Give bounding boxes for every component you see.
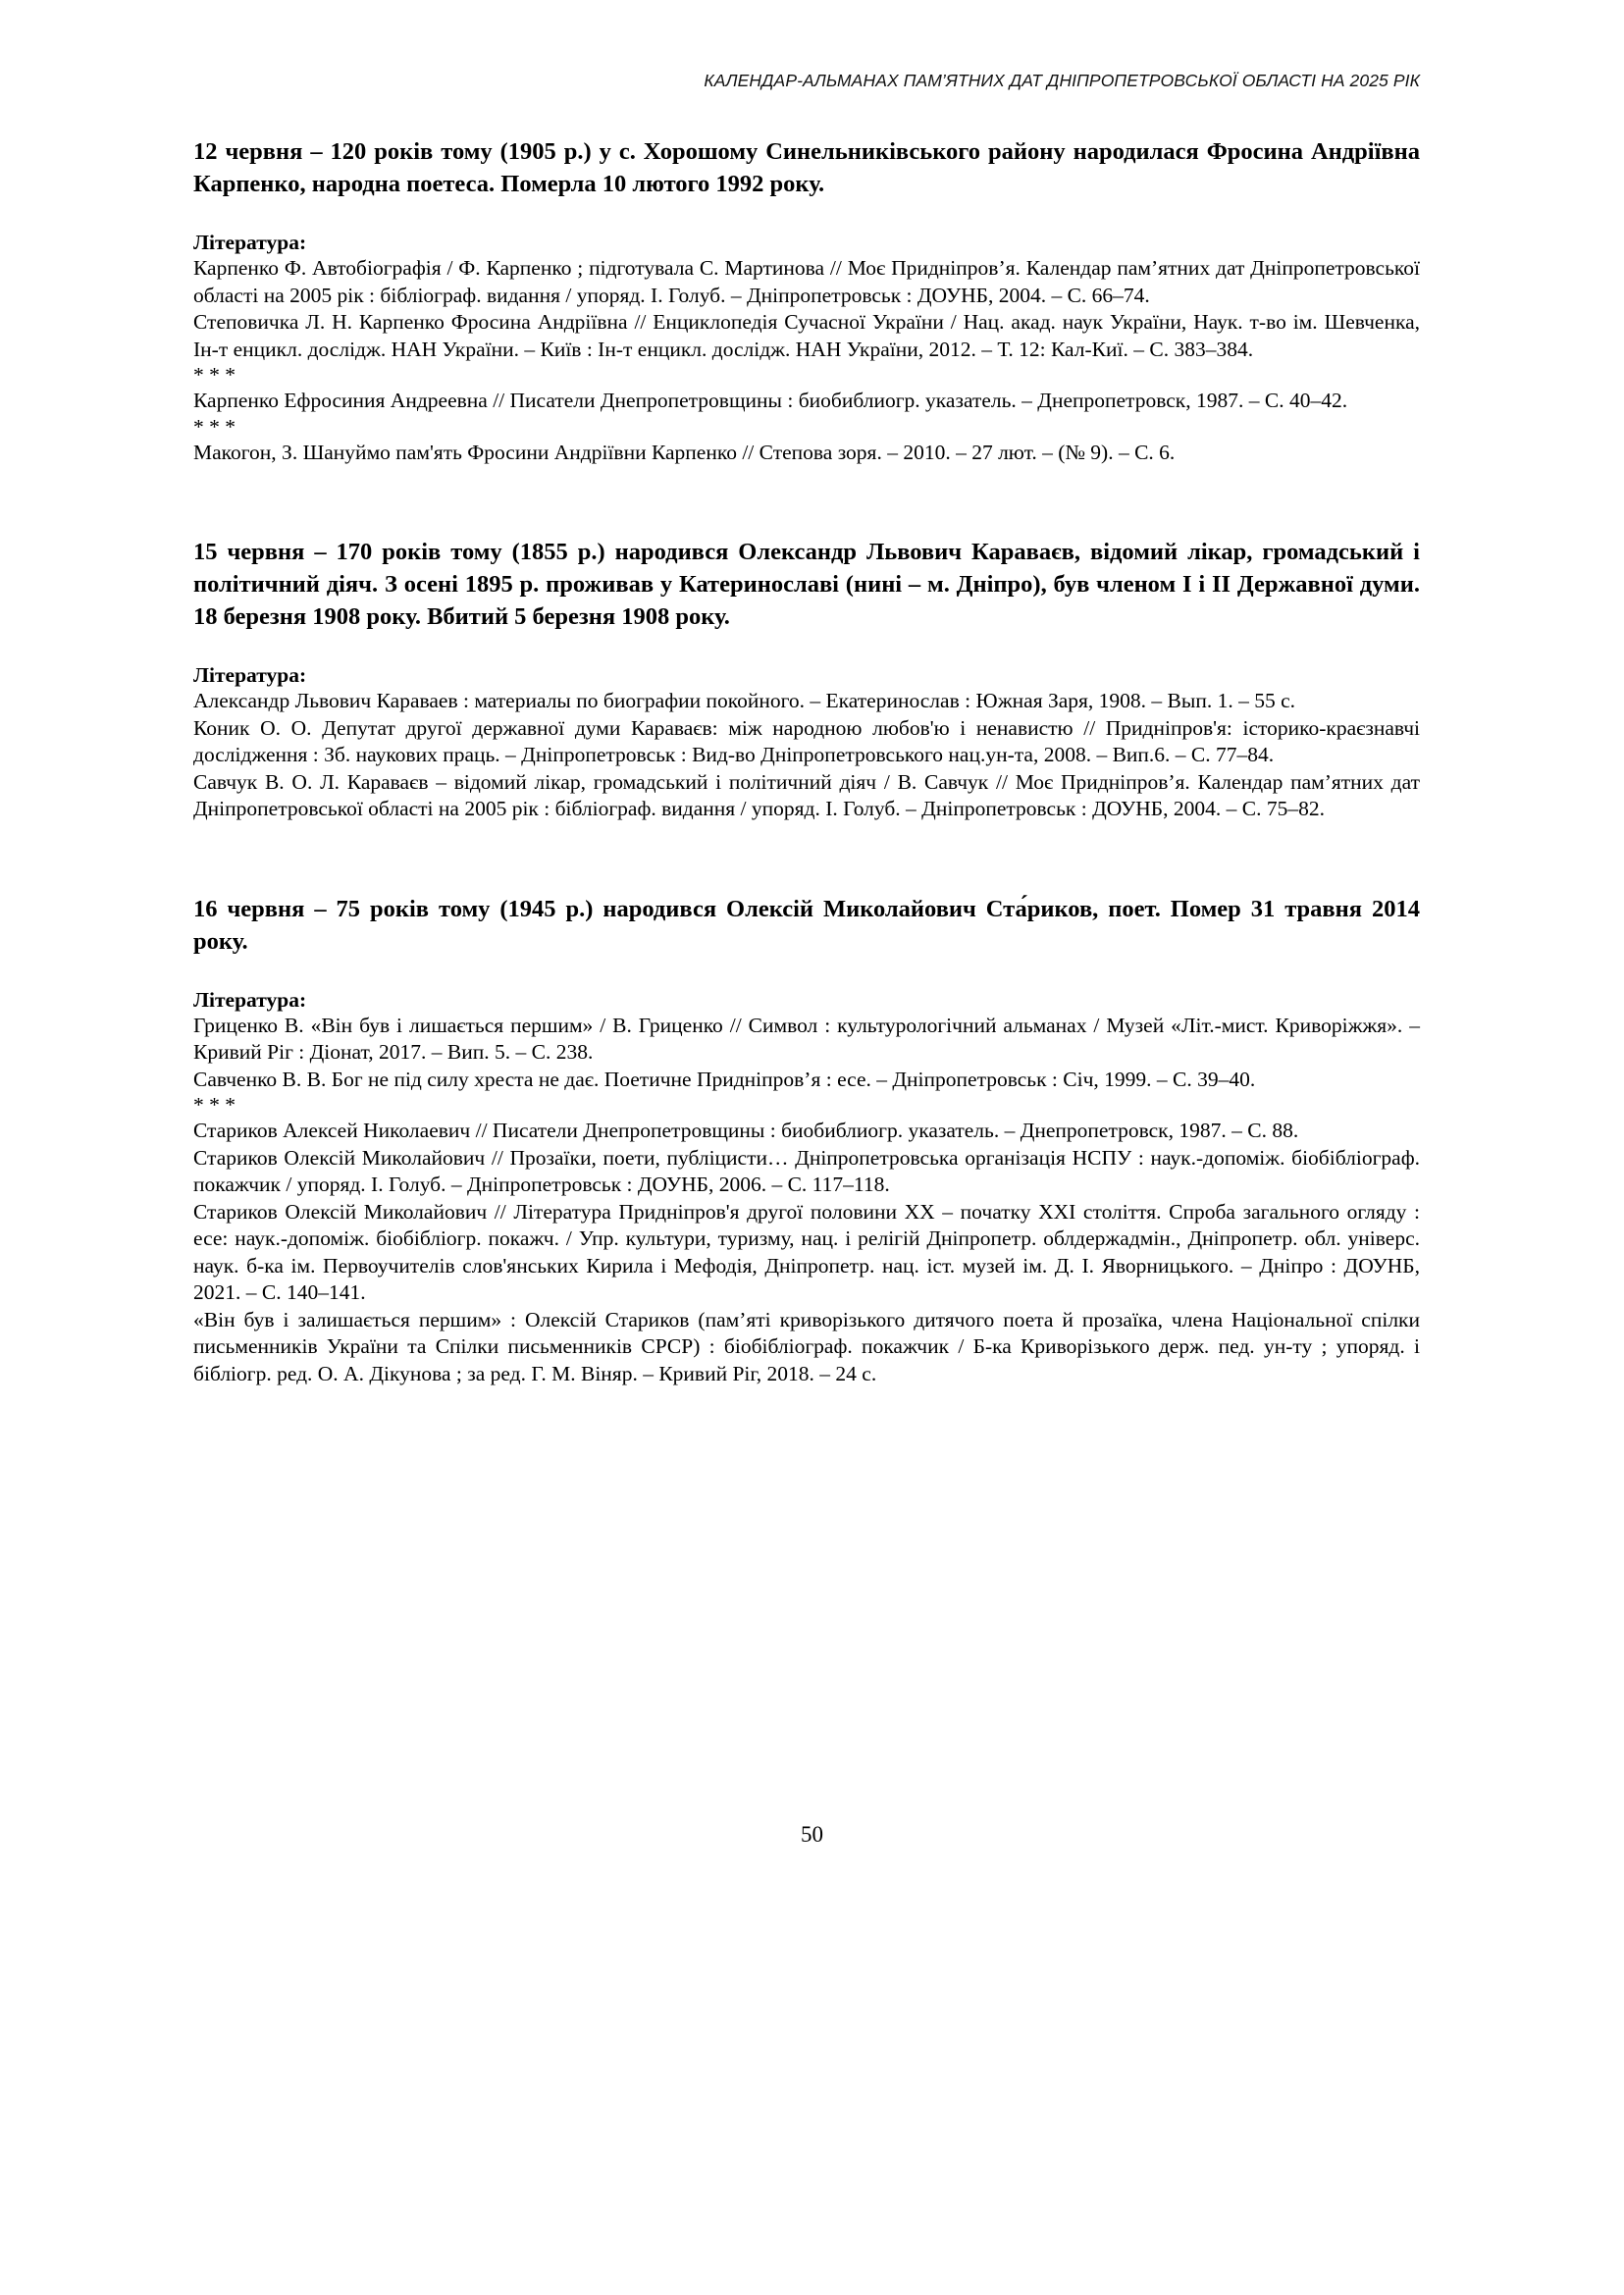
literature-label: Література: [193,987,307,1012]
reference-separator: * * * [193,414,236,439]
reference-separator: * * * [193,1093,236,1117]
literature-label: Література: [193,663,307,687]
reference-item: Карпенко Ефросиния Андреевна // Писатели Днепропетровщины : биобиблиогр. указатель. – Днепропетровск, 1987. – С. 40–42. [193,389,1348,412]
page-number: 50 [801,1822,823,1847]
reference-list [193,688,1420,823]
reference-list [193,255,1420,466]
reference-item: Стариков Олексій Миколайович // Прозаїки, поети, публіцисти… Дніпропетровська організація НСПУ : наук.-допоміж. біобібліограф. покажчик / упоряд. І. Голуб. – Дніпропетровськ : ДОУНБ, 2006. – С. 117–118. [193,1145,1420,1196]
entry-starykov [193,893,1420,1388]
entry-title: 12 червня – 120 років тому (1905 р.) у с. Хорошому Синельниківського району народилася Фросина Андріївна Карпенко, народна поетеса. Померла 10 лютого 1992 року. [193,138,1420,197]
reference-item: Макогон, З. Шануймо пам'ять Фросини Андріївни Карпенко // Степова зоря. – 2010. – 27 лют. – (№ 9). – С. 6. [193,440,1176,464]
reference-item: Степовичка Л. Н. Карпенко Фросина Андріївна // Енциклопедія Сучасної України / Нац. акад. наук України, Наук. т-во ім. Шевченка, Ін-т енцикл. дослідж. НАН України. – Київ : Ін-т енцикл. дослідж. НАН України, 2012. – Т. 12: Кал-Киї. – С. 383–384. [193,310,1420,361]
literature-label: Література: [193,231,307,254]
reference-item: Стариков Алексей Николаевич // Писатели Днепропетровщины : биобиблиогр. указатель. – Днепропетровск, 1987. – С. 88. [193,1119,1299,1142]
running-header: КАЛЕНДАР-АЛЬМАНАХ ПАМ’ЯТНИХ ДАТ ДНІПРОПЕТРОВСЬКОЇ ОБЛАСТІ НА 2025 РІК [704,71,1420,90]
reference-item: Коник О. О. Депутат другої державної думи Караваєв: між народною любов'ю і ненавистю // Придніпров'я: історико-краєзнавчі дослідження : Зб. наукових праць. – Дніпропетровськ : Вид-во Дніпропетровського нац.ун-та, 2008. – Вип.6. – С. 77–84. [193,715,1420,766]
reference-item: Карпенко Ф. Автобіографія / Ф. Карпенко ; підготувала С. Мартинова // Моє Придніпров’я. Календар пам’ятних дат Дніпропетровської області на 2005 рік : бібліограф. видання / упоряд. І. Голуб. – Дніпропетровськ : ДОУНБ, 2004. – С. 66–74. [193,256,1420,307]
reference-item: Савчук В. О. Л. Караваєв – відомий лікар, громадський і політичний діяч / В. Савчук // Моє Придніпров’я. Календар пам’ятних дат Дніпропетровської області на 2005 рік : бібліограф. видання / упоряд. І. Голуб. – Дніпропетровськ : ДОУНБ, 2004. – С. 75–82. [193,769,1420,820]
reference-item: Александр Львович Караваев : материалы по биографии покойного. – Екатеринослав : Южная Заря, 1908. – Вып. 1. – 55 с. [193,689,1296,712]
reference-item: Стариков Олексій Миколайович // Література Придніпров'я другої половини ХХ – початку ХХІ століття. Спроба загального огляду : есе: наук.-допоміж. біобібліогр. покажч. / Упр. культури, туризму, нац. і релігій Дніпропетр. облдержадмін., Дніпропетр. обл. універс. наук. б-ка ім. Первоучителів слов'янських Кирила і Мефодія, Дніпропетр. нац. іст. музей ім. Д. І. Яворницького. – Дніпро : ДОУНБ, 2021. – С. 140–141. [193,1199,1420,1304]
entry-title: 16 червня – 75 років тому (1945 р.) народився Олексій Миколайович Ста́риков, поет. Помер 31 травня 2014 року. [193,895,1420,955]
reference-list [193,1013,1420,1388]
entry-title: 15 червня – 170 років тому (1855 р.) народився Олександр Львович Караваєв, відомий лікар, громадський і політичний діяч. З осені 1895 р. проживав у Катеринославі (нині – м. Дніпро), був членом І і ІІ Державної думи. 18 березня 1908 року. Вбитий 5 березня 1908 року. [193,539,1420,630]
entry-karavaev [193,536,1420,823]
reference-separator: * * * [193,363,236,387]
entry-karpenko [193,135,1420,466]
reference-item: Савченко В. В. Бог не під силу хреста не дає. Поетичне Придніпров’я : есе. – Дніпропетровськ : Січ, 1999. – С. 39–40. [193,1067,1256,1091]
reference-item: «Він був і залишається першим» : Олексій Стариков (пам’яті криворізького дитячого поета й прозаїка, члена Національної спілки письменників України та Спілки письменників СРСР) : біобібліограф. покажчик / Б-ка Криворізького держ. пед. ун-ту ; упоряд. і бібліогр. ред. О. А. Дікунова ; за ред. Г. М. Віняр. – Кривий Ріг, 2018. – 24 с. [193,1307,1420,1385]
page-content [193,135,1420,1387]
reference-item: Гриценко В. «Він був і лишається першим» / В. Гриценко // Символ : культурологічний альманах / Музей «Літ.-мист. Криворіжжя». – Кривий Ріг : Діонат, 2017. – Вип. 5. – С. 238. [193,1013,1420,1064]
